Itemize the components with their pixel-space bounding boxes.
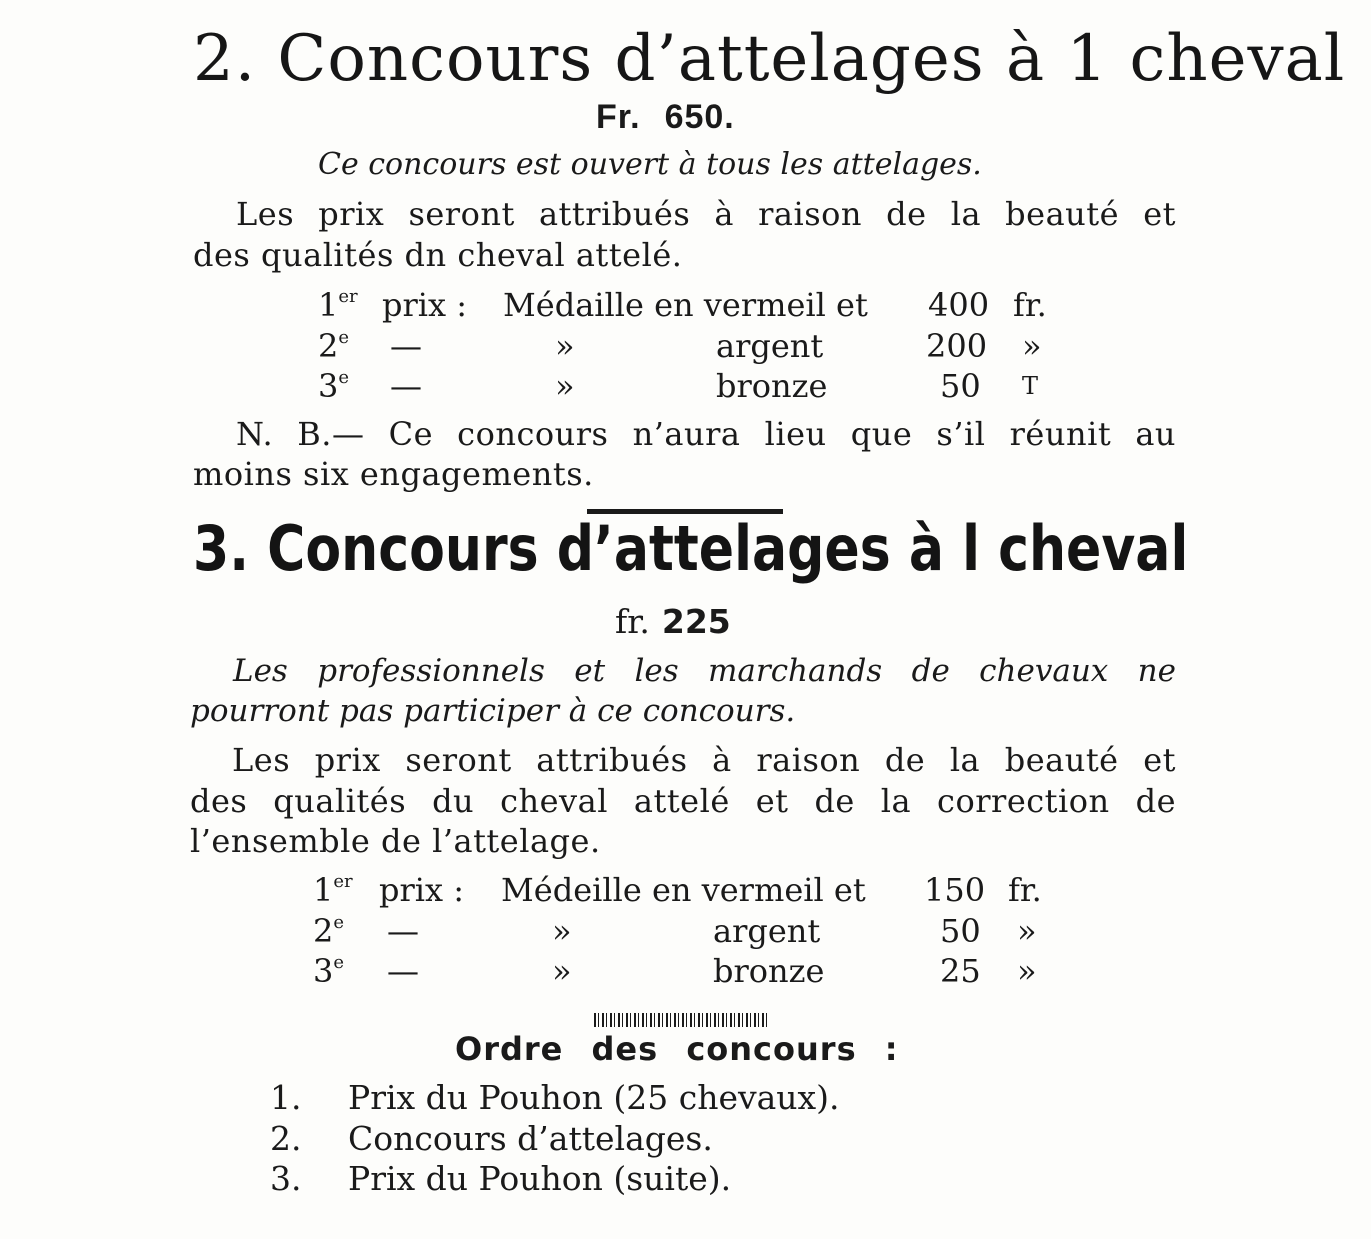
- ordre-item-2-num: 2.: [270, 1119, 302, 1158]
- ordre-item-3: [270, 1159, 731, 1198]
- s3-prize-1-label: prix :: [379, 871, 465, 909]
- s3-prize-2-metal: argent: [713, 912, 821, 950]
- s3-prize-2-unit: »: [1017, 912, 1037, 950]
- s3-prize-3-metal: bronze: [713, 952, 825, 990]
- ordre-item-1-text: Prix du Pouhon (25 chevaux).: [348, 1078, 840, 1117]
- s2-prize-2-amount: 200: [926, 327, 988, 365]
- ornamental-divider: [594, 1013, 770, 1027]
- s2-prize-2-rank: [318, 327, 349, 365]
- s2-prize-1-rank: [318, 286, 358, 324]
- s2-prize-3-rank-sup: e: [338, 367, 350, 388]
- s2-prize-3-unit: T: [1022, 372, 1039, 400]
- s2-prize-2-medal: »: [555, 327, 575, 365]
- s2-prize-2-unit: »: [1022, 327, 1042, 365]
- s3-prize-2-medal: »: [552, 912, 572, 950]
- section-2-title: 2. Concours d’attelages à 1 cheval: [193, 22, 1346, 96]
- s2-prize-3-label: —: [390, 367, 422, 405]
- s2-prize-1-rank-sup: er: [338, 286, 358, 307]
- section-3-amount-prefix: fr.: [615, 602, 650, 641]
- s3-prize-1-amount: 150: [924, 871, 986, 909]
- s3-prize-3-amount: 25: [940, 952, 981, 990]
- s2-prize-3-rank: [318, 367, 349, 405]
- s3-prize-3-rank-sup: e: [333, 952, 345, 973]
- s2-prize-1-amount: 400: [928, 286, 990, 324]
- section-3-intro-line-2: pourront pas participer à ce concours.: [190, 693, 796, 729]
- s2-prize-2-label: —: [390, 327, 422, 365]
- s2-prize-2-metal: argent: [716, 327, 824, 365]
- section-3-amount-value: 225: [661, 602, 731, 641]
- s3-prize-3-label: —: [387, 952, 419, 990]
- ordre-item-2-text: Concours d’attelages.: [348, 1119, 713, 1158]
- section-2-intro: Ce concours est ouvert à tous les attelages.: [318, 147, 982, 182]
- section-3-text-line-1: Les prix seront attribués à raison de la beauté et: [232, 741, 1176, 779]
- ordre-title: Ordre des concours :: [455, 1030, 899, 1068]
- section-2-amount-value: 650.: [664, 98, 735, 136]
- section-3-text-line-3: l’ensemble de l’attelage.: [190, 822, 601, 860]
- section-3-text-line-2: des qualités du cheval attelé et de la correction de: [190, 782, 1176, 820]
- s3-prize-3-rank-num: 3: [313, 952, 334, 990]
- s2-prize-3-amount: 50: [940, 367, 981, 405]
- s3-prize-2-label: —: [387, 912, 419, 950]
- s3-prize-2-amount: 50: [940, 912, 981, 950]
- s2-prize-3-medal: »: [555, 367, 575, 405]
- s3-prize-1-rank-sup: er: [333, 871, 353, 892]
- s2-prize-2-rank-num: 2: [318, 327, 339, 365]
- section-2-text-line-2: des qualités dn cheval attelé.: [193, 236, 683, 274]
- s3-prize-1-unit: fr.: [1008, 871, 1042, 909]
- section-3-intro-line-1: Les professionnels et les marchands de chevaux ne: [233, 653, 1176, 689]
- s2-prize-3-metal: bronze: [716, 367, 828, 405]
- section-2-nb-line-1: N. B.— Ce concours n’aura lieu que s’il réunit au: [236, 415, 1176, 453]
- section-2-nb-line-2: moins six engagements.: [193, 455, 594, 493]
- ordre-item-3-num: 3.: [270, 1159, 302, 1198]
- ordre-item-1: [270, 1078, 840, 1117]
- s2-prize-1-unit: fr.: [1013, 286, 1047, 324]
- section-3-title: 3. Concours d’attelages à l cheval: [193, 512, 1189, 585]
- section-2-text-line-1: Les prix seront attribués à raison de la beauté et: [236, 195, 1176, 233]
- section-2-amount-prefix: Fr.: [596, 98, 641, 136]
- ordre-item-2: [270, 1119, 713, 1158]
- ordre-item-3-text: Prix du Pouhon (suite).: [348, 1159, 732, 1198]
- s3-prize-1-rank: [313, 871, 353, 909]
- s3-prize-2-rank-num: 2: [313, 912, 334, 950]
- s3-prize-2-rank-sup: e: [333, 912, 345, 933]
- s2-prize-1-medal: Médaille en vermeil et: [503, 286, 868, 324]
- section-2-amount: [596, 98, 735, 137]
- s3-prize-1-medal: Médeille en vermeil et: [501, 871, 866, 909]
- ordre-item-1-num: 1.: [270, 1078, 302, 1117]
- s2-prize-2-rank-sup: e: [338, 327, 350, 348]
- s3-prize-1-rank-num: 1: [313, 871, 334, 909]
- section-3-amount: [615, 602, 731, 641]
- s3-prize-3-medal: »: [552, 952, 572, 990]
- s2-prize-1-label: prix :: [382, 286, 468, 324]
- s2-prize-3-rank-num: 3: [318, 367, 339, 405]
- s2-prize-1-rank-num: 1: [318, 286, 339, 324]
- s3-prize-3-rank: [313, 952, 344, 990]
- s3-prize-2-rank: [313, 912, 344, 950]
- s3-prize-3-unit: »: [1017, 952, 1037, 990]
